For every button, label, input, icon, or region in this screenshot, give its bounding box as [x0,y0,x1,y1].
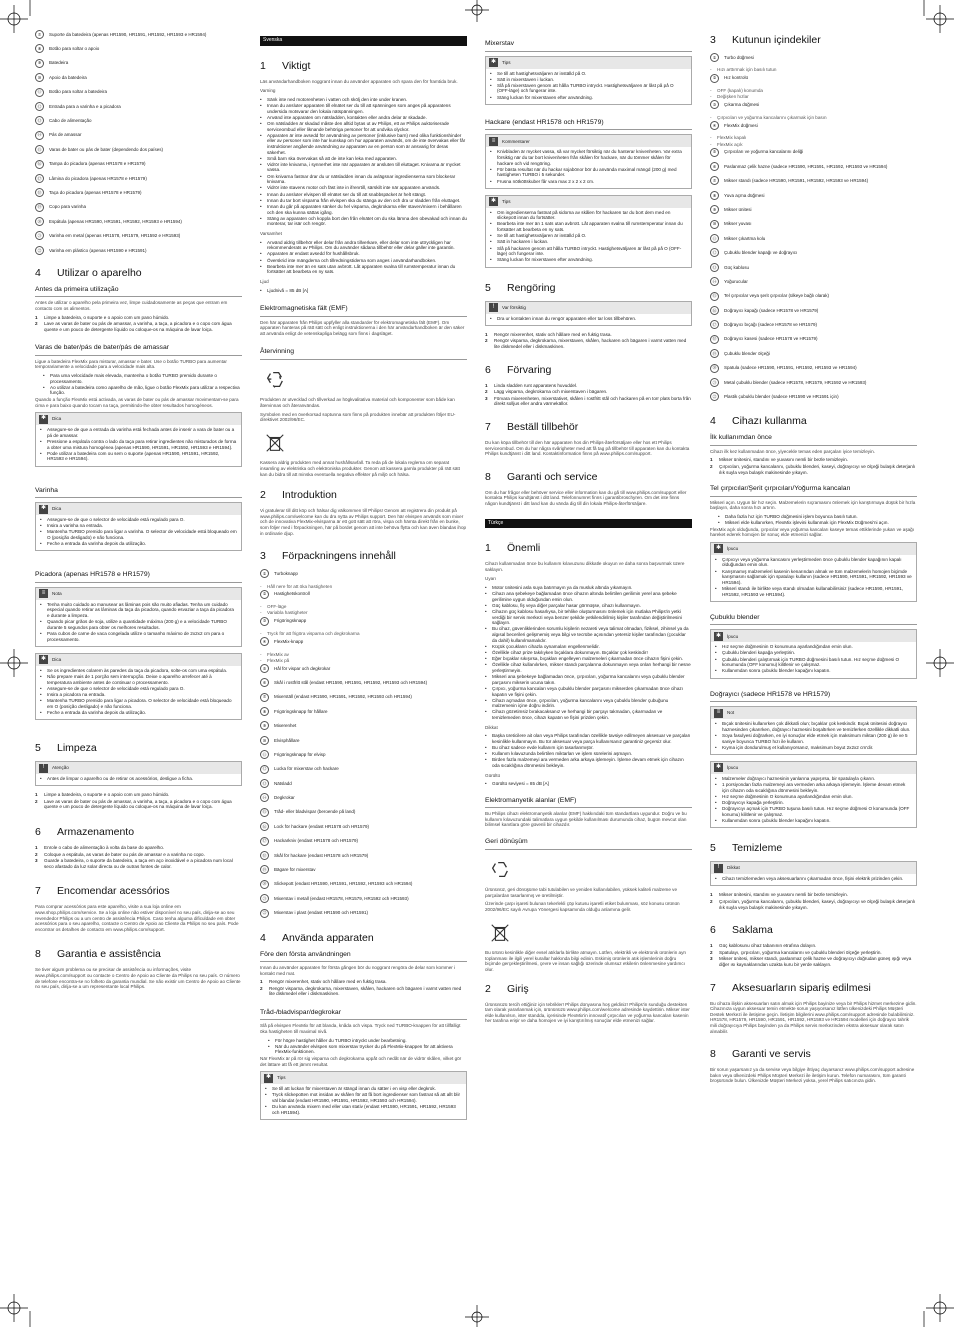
sub-bullet: - Variabla hastigheter [260,610,308,616]
numbered-part: ⑪ Frigöringsknapp för elvisp [260,750,467,759]
tip-box: ✱ Tips • Se till att hastighetsväljaren är inställd på O. • Sätt in mixerstaven i luckan. • Slå på mixerstaven genom att hålla TURBO intryckt. Hastighetsväljaren är låst på på O (OFF-läge) och fungerar inte. • Stäng luckan för mixerstaven efter användning. [485,56,692,105]
numbered-part: ⑬ Güç kablosu [710,263,917,272]
numbered-part: ⑩ Elvisphållare [260,736,467,745]
numbered-part: ⑥ Paslanmaz çelik hazne (sadece HR1590, HR1591, HR1592, HR1593 ve HR1594) [710,162,917,171]
bullet: • Doğrayıcıyı kapağa yerleştirin. [715,800,912,806]
subsection-heading: Elektromanyetik alanlar (EMF) [485,797,692,809]
subsection-heading: Varas de bater/pás de bater/pás de amassar [35,344,242,356]
tip-box: ✱ Tips • Om ingredienserna fastnat på sidorna av skålen för hackaren tar du bort dem med en slickepott innan du fortsätter. • Bearbeta inte mer än 1 sats utan avbrott. Låt apparaten svalna till rumstemperatur innan du fortsätter att bearbeta en ny sats. • Se till att hastighetsväljaren är inställd på O. • Sätt in hackaren i luckan. • Slå på hackaren genom att hålla TURBO intryckt. Hastighetsväljaren är låst på på O (OFF-läge) och fungerar inte. • Stäng luckan för mixerstaven efter användning. [485,195,692,268]
bullet: • Küçük çocukların cihazla oynamaları engellenmelidir. [485,644,692,650]
number-circle: ⑰ [260,837,269,846]
number-circle: ② [710,74,719,83]
bullet: • Innan du ansluter elvispen till elnätet ser du till att snabbspäcket är helt stängt. [260,192,467,198]
number-circle: ⑦ [710,176,719,185]
section-heading: 2 Introduktion [260,489,337,502]
bullet: • Vidrör inte knivarna, i synnerhet inte när apparaten är ansluten till eluttaget. Knivarna är mycket vassa. [260,162,467,173]
tip-box: ✱ Dica • Assegure-se de que a entrada da varinha está fechada antes de inserir a vara de bater ou a pá de amassar. • Pressione a espátula contra o lado da taça para retirar ingredientes não misturados de forma a obter uma mistura homogénea (apenas HR1590, HR1591, HR1592, HR1593 e HR1594). • Pode utilizar a batedeira com ou sem o suporte (apenas HR1590, HR1591, HR1592, HR1593 e HR1594). [35,412,242,466]
numbered-part: ⑮ Varas de bater ou pás de bater (dependendo dos países) [35,145,242,154]
sub-bullet: - Hızı arttırmak için basılı tutun [710,67,777,73]
number-circle: ⑱ [710,335,719,344]
tip-icon: ✱ [489,197,498,206]
numbered-part: ② Hastighetskontroll [260,590,467,599]
bullet: • Apparaten är endast avsedd för hushållsbruk. [260,251,467,257]
numbered-part: ⑫ Lucka för mixerstav och hackare [260,765,467,774]
bullet: • Innan du går på apparaten sänker du hel visparna, degkrokarna eller staven/mixern i behållaren och den ska kunna sättas igång. [260,204,467,215]
recycle-icon [264,369,286,391]
number-circle: ⑭ [710,277,719,286]
bullet: • Cihazı gözetimsiz bırakacaksanız ve herhangi bir parçayı takmadan, çıkarmadan ve temizlemeden önce, cihazı kapatın ve fişini prizden çekin. [485,709,692,720]
numbered-part: ㉒ Plastik çubuklu blender (sadece HR1590 ve HR1591 için) [710,392,917,401]
bullet: • Soya fasulyesi doğrarken, en iyi sonuçlar elde etmek için maksimum miktarı (200 g) ile ve 5 saniye boyunca TURBO hızı ile kullanın. [715,733,912,744]
bullet: • Överskrid inte mängderna och tillredningstiderna som anges i användarhandboken. [260,258,467,264]
number-circle: ⑱ [260,851,269,860]
bullet: • Om knivarna fastnar drar du ur nätsladden innan du avlägsnar ingredienserna som blockerar knivarna. [260,174,467,185]
column-swedish: Svenska 1 Viktigt Läs användarhandboken noggrant innan du använder apparaten och spara den för framtida bruk. Varning • Sänk inte ned motorenheten i vatten och skölj den inte under kranen. • Innan du ansluter apparaten till elnätet ser du till att spänningen som anges på apparatens undersida motsvarar den lokala nätspänningen. • Använd inte apparaten om nätsladden, kontakten eller andra delar är skadade. • Om nätsladden är skadad måste den alltid bytas ut av Philips, ett av Philips auktoriserade serviceombud eller liknande behöriga personer för att undvika olyckor. • Apparaten är inte avsedd för användning av personer (inklusive barn) med olika funktionshinder eller av personer som inte har kunskap om hur apparaten används, om de inte övervakas eller får instruktioner angående användning av apparaten av en person som är ansvarig för deras säkerhet. • Små barn ska övervakas så att de inte kan leka med apparaten. • Vidrör inte knivarna, i synnerhet inte när apparaten är ansluten till eluttaget. Knivarna är mycket vassa. • Om knivarna fastnar drar du ur nätsladden innan du avlägsnar ingredienserna som blockerar knivarna. • Vidrör inte stavens motor och fäst inte in ifrenrtill, särskilt inte när apparaten används. • Innan du ansluter elvispen till elnätet ser du till att snabbspäcket är helt stängt. • Innan du tar bort visparna från elvispen ska du stänga av den och dra ur sladden från eluttaget. • Innan du går på apparaten sänker du hel visparna, degkrokarna eller staven/mixern i behållaren och den ska kunna sättas igång. • Stäng av apparaten och koppla bort den från elnätet om du ska lämna den obevakad och innan du monterar, tar isär och rengör. Varsamhet • Använd aldrig tillbehör eller delar från andra tillverkare, eller delar som inte uttryckligen har rekommenderats av Philips. Om du använder sådana tillbehör eller delar gäller inte garantin. • Apparaten är endast avsedd för hushållsbruk. • Överskrid inte mängderna och tillredningstiderna som anges i användarhandboken. • Bearbeta inte mer än en sats utan avbrott. Låt apparaten svalna till rumstemperatur innan du fortsätter att bearbeta en ny sats. Ljud • Ljudnivå = 85 dB [A] Elektromagnetiska fält (EMF) Den här apparaten från Philips uppfyller alla standarder för elektromagnetiska fält (EMF). Om apparaten hanteras på rätt sätt och enligt instruktionerna i den här användarhandboken är den säker att använda enligt de vetenskapliga belägg som finns i dagsläget. Återvinning Produkten är utvecklad och tillverkad av högkvalitativa material och komponenter som både kan återvinnas och återanvändas. Symbolen med en överkorsad soptunna som finns på produkten innebär att produkten följer EU-direktivet 2002/96/EC. Kassera aldrig produkten med annat hushållsavfall. Ta reda på de lokala reglerna om separat insamling av elektriska och elektroniska produkter. Genom att kassera gamla produkter på rätt sätt kan du bidra till att minska eventuella negativa effekter på miljö och hälsa. 2 Introduktion Vi gratulerar till ditt köp och hälsar dig välkommen till Philips! Genom att registrera din produkt på www.philips.com/welcome kan du dra nytta av Philips support. Den här elvispen används som mixer och de innovativa FlexMix-elvisparna är ett gott sätt att röra, vispa och hämta direkt från en bunke, som följer med i förpackningen, här på bordet genom att inte behöva flytta och kan även blandas ihop in ordinarie djup. 3 Förpackningens innehåll ① Turboknapp - Håll nere för att öka hastigheten ② Hastighetskontroll - OFF-läge - Variabla hastigheter ③ Frigöringsknapp - Tryck för att frigöra visparna och degkrokarna ④ FlexMix-knapp - FlexMix av - FlexMix på ⑤ Hål för vispar och degkrokar ⑥ Skål i rostfritt stål (endast HR1590, HR1591, HR1592, HR1593 och HR1594) ⑦ Mixerställ (endast HR1590, HR1591, HR1592, HR1593 och HR1594) ⑧ Frigöringsknapp för hållare ⑨ Mixerenhet ⑩ Elvisphållare ⑪ Frigöringsknapp för elvisp ⑫ Lucka för mixerstav och hackare ⑬ Nätsladd ⑭ Degkrokar ⑮ Tråd- eller bladvispar (beroende på land) ⑯ Lock för hackare (endast HR1578 och HR1579) ⑰ Hackarkniv (endast HR1578 och HR1579) ⑱ Skål för hackare (endast HR1578 och HR1579) ⑲ Bägare för mixerstav ⑳ Slickepott (endast HR1590, HR1591, HR1592, HR1593 och HR1594) ㉑ Mixerstav i metall (endast HR1578, HR1579, HR1592 och HR1593) ㉒ Mixerstav i plast (endast HR1590 och HR1591) 4 Använda apparaten Före den första användningen Innan du använder apparaten för första gången bör du noggrant rengöra de delar som kommer i kontakt med mat. 1 Rengör mixerenhet, stativ och hållare med en fuktig trasa. 2 Rengör visparna, degkrokarna, mixerstaven, skålen, hackaren och bägaren i varmt vatten med lite diskmedel eller i diskmaskinen. Tråd-/bladvispar/degkrokar Slå på elvispen FlexMix för att blanda, knåda och vispa. Tryck ned TURBO-knappen för att tillfälligt öka hastigheten till maximal nivå. • För högre hastighet håller du TURBO intryckt under bearbetning. • När du använder elvispen som mixerstav trycker du på FlexMix-knappen för att aktivera FlexMix-funktionen. När FlexMix är på rör sig visparna och degkrokarna uppåt och nedåt när de vidrör skålen, vilket gör det lättare att få ett jämnt resultat. ✱ Tips • Se till att luckan för mixerstaven är stängd innan du sätter i en visp eller degkrok. • Tryck slickepotten mot insidan av skålen för att få bort ingredienser som fastnat så att allt blir väl blandat (endast HR1590, HR1591, HR1592, HR1593 och HR1594). • Du kan använda mixern med eller utan stativ (endast HR1590, HR1591, HR1592, HR1593 och HR1594). [260,30,467,1126]
numbered-part: ⑫ Entrada para a varinha e a picadora [35,102,242,111]
number-circle: ⑨ [260,721,269,730]
note-icon: ≡ [489,137,498,146]
section-heading: 5 Temizleme [710,842,783,855]
bullet: • Du kan använda mixern med eller utan stativ (endast HR1590, HR1591, HR1592, HR1593 och HR1594). [265,1104,462,1115]
sub-bullet: - OFF-läge [260,604,287,610]
number-circle: ⑨ [710,205,719,214]
column-turkish: 3 Kutunun içindekiler ① Turbo düğmesi - Hızı arttırmak için basılı tutun ② Hız kontrolü - OFF (kapalı) konumda - Değişken hızlar ③ Çıkarma düğmesi - Çırpıcıları ve yoğurma kancalarını çıkarmak için basın ④ FlexMix düğmesi - FlexMix kapalı - FlexMix açık ⑤ Çırpıcıları ve yoğurma kancalarını deliği ⑥ Paslanmaz çelik hazne (sadece HR1590, HR1591, HR1592, HR1593 ve HR1594) ⑦ Mikser standı (sadece HR1590, HR1591, HR1592, HR1593 ve HR1594) ⑧ Yuva açma düğmesi ⑨ Mikser ünitesi ⑩ Mikser yuvası ⑪ Mikser çıkartma kolu ⑫ Çubuklu blender kapağı ve doğrayıcı ⑬ Güç kablosu ⑭ Yoğurucular ⑮ Tel çırpıcılar veya şerit çırpıcılar (ülkeye bağlı olarak) ⑯ Doğrayıcı kapağı (sadece HR1578 ve HR1579) ⑰ Doğrayıcı bıçağı (sadece HR1578 ve HR1579) ⑱ Doğrayıcı kasesi (sadece HR1578 ve HR1579) ⑲ Çubuklu blender ölçeği ⑳ Spatula (sadece HR1590, HR1591, HR1592, HR1593 ve HR1594) ㉑ Metal çubuklu blender (sadece HR1578, HR1579, HR1592 ve HR1593) ㉒ Plastik çubuklu blender (sadece HR1590 ve HR1591 için) 4 Cihazı kullanma İlk kullanımdan önce Cihazı ilk kez kullanmadan önce, yiyecekle temas eden parçaları iyice temizleyin. 1 Mikser ünitesini, standını ve yuvasını nemli bir bezle temizleyin. 2 Çırpıcıları, yoğurma kancalarını, çubuklu blenderi, kaseyi, doğrayıcıyı ve ölçeği bulaşık deterjanlı ılık suyla veya bulaşık makinesinde yıkayın. Tel çırpıcılar/Şerit çırpıcıları/Yoğurma kancaları Mikseri açın. Uygun bir hız seçin. Malzemelerin sıçramasını önlemek için karıştırmaya düşük bir hızla başlayın, daha sonra hızı artırın. • Daha fazla hız için TURBO düğmesini işlem boyunca basılı tutun. • Mikseri elde kullanırken, FlexMix işlevini kullanmak için FlexMix Düğmesi'ni açın. FlexMix açık olduğunda, çırpıcılar veya yoğurma kancaları kaseye temas ettiklerinde yukarı ve aşağı hareket ederek homojen bir sonuç elde etmenizi sağlar. ✱ İpucu • Çırpıcıyı veya yoğurma kancasını yerleştirmeden önce çubuklu blender kapağının kapalı olduğundan emin olun. • Karışmamış malzemeleri kasenin kenarından almak ve tüm malzemelerin homojen biçimde karışmasını sağlamak için spatulayı kullanın (sadece HR1590, HR1591, HR1592, HR1593 ve HR1594). • Mikseri standı ile birlikte veya standı olmadan kullanabilirsiniz (sadece HR1590, HR1591, HR1592, HR1593 ve HR1594). Çubuklu blender ✱ İpucu • Hız seçme düğmesinin O konumuna ayarlandığından emin olun. • Çubuklu blenderi kapağa yerleştirin. • Çubuklu blenderi çalıştırmak için TURBO düğmesini basılı tutun. Hız seçme düğmesi O konumunda (OFF konumu) kilitlenir ve çalışmaz. • Kullanımdan sonra çubuklu blender kapağını kapatın. Doğrayıcı (sadece HR1578 ve HR1579) ≡ Not • Bıçak ünitesini kullanırken çok dikkatli olun; bıçaklar çok keskindir. Bıçak ünitesini doğrayıcı haznesinden çıkarırken, doğrayıcı haznesini boşaltırken ve temizlerken özellikle dikkatli olun. • Soya fasulyesi doğrarken, en iyi sonuçlar elde etmek için maksimum miktarı (200 g) ile ve 5 saniye boyunca TURBO hızı ile kullanın. • Kıyma için dondurulmuş et kullanıyorsanız, maksimum boyut 2x2x2 cm'dir. ✱ İpucu • Malzemeler doğrayıcı haznesinin yanlarına yapışırsa, bir spatulayla çıkarın. • 1 porsiyondan fazla malzemeyi ara vermeden arka arkaya işlemeyin. İşleme devam etmek için cihazın oda sıcaklığına dönmesini bekleyin. • Hız seçme düğmesinin O konumuna ayarlandığından emin olun. • Doğrayıcıyı kapağa yerleştirin. • Doğrayıcıyı açmak için TURBO tuşuna basılı tutun. Hız seçme düğmesi O konumunda (OFF konumu) kilitlenir ve çalışmaz. • Kullanımdan sonra çubuklu blender kapağını kapatın. 5 Temizleme ! Dikkat • Cihazı temizlemeden veya aksesuarlarını çıkarmadan önce, fişini elektrik prizinden çekin. 1 Mikser ünitesini, standını ve yuvasını nemli bir bezle temizleyin. 2 Çırpıcıları, yoğurma kancalarını, çubuklu blenderi, kaseyi, doğrayıcıyı ve ölçeği bulaşık deterjanlı ılık suyla veya bulaşık makinesinde yıkayın. 6 Saklama 1 Güç kablosunu cihaz tabanının etrafına dolayın. 2 Spatulayı, çırpıcıları, yoğurma kancalarını ve çubuklu blenderi ölçeğe yerleştirin. 3 Mikser ünitesi, mikser standı, paslanmaz çelik hazne ve doğrayıcıyı doğrudan güneş ışığı veya diğer ısı kaynaklarından uzakta kuru bir yerde saklayın. 7 Aksesuarların sipariş edilmesi Bu cihaza ilişkin aksesuarları satın almak için Philips bayinize veya bir Philips hizmet merkezine gidin. Cihazınıza uygun aksesuar temin etmekte sorun yaşıyorsanız lütfen ülkenizdeki Philips Müşteri Destek Merkezi ile iletişime geçin. İletişim bilgilerini www.philips.com/support adresinde bulabilirsiniz. HR1578, HR1579, HR1590, HR1591, HR1592, HR1593 ve HR1594 modelleri için doğrayıcı tahrik mili doğrayıcıya Philips bayinden ya da Philips servis merkezinden ekstra aksesuar olarak satın alınabilir. 8 Garanti ve servis Bir sorun yaşarsanız ya da servise veya bilgiye ihtiyaç duyarsanız www.philips.com/support adresine bakın veya ülkenizdeki Philips Müşteri Merkezi ile iletişim kurun. Telefon numarasını, tüm garanti broşüründe bulun. Ülkenizde Müşteri Merkezi yoksa, yerel Philips satıcınıza gidin. [710,30,917,1087]
numbered-part: ⑯ Tampa do picadora (apenas HR1578 e HR1579) [35,160,242,169]
bullet: • Birden fazla malzemeyi ara vermeden arka arkaya işlemeyin. İşleme devam etmek için cihazın oda sıcaklığına dönmesini bekleyin. [485,757,692,768]
tip-icon: ✱ [39,415,48,424]
number-circle: ⑪ [35,88,44,97]
subsection-heading: Geri dönüşüm [485,838,692,850]
number-circle: ⑪ [710,234,719,243]
tip-icon: ✱ [39,505,48,514]
section-heading: 6 Armazenamento [35,826,135,839]
numbered-part: ⑦ Mikser standı (sadece HR1590, HR1591, HR1592, HR1593 ve HR1594) [710,176,917,185]
numbered-part: ⑱ Taça do picadora (apenas HR1578 e HR1579) [35,188,242,197]
bullet: • Bu cihaz, güvenliklerinden sorumlu kişilerin nezareti veya talimat olmadan, fiziksel, zihinsel ya da algısal becerileri gelişmemiş veya bilgi ve tecrübe açısından yetersiz kişiler tarafından (çocuklar da dahil) kullanılmamalıdır. [485,626,692,643]
sub-bullet: - Değişken hızlar [710,94,749,100]
number-circle: ① [710,53,719,62]
bullet: • Karışmamış malzemeleri kasenin kenarından almak ve tüm malzemelerin homojen biçimde karışmasını sağlamak için spatulayı kullanın (sadece HR1590, HR1591, HR1592, HR1593 ve HR1594). [715,569,912,586]
subsection-heading: İlk kullanımdan önce [710,434,917,446]
number-circle: ㉑ [710,378,719,387]
section-heading: 8 Garantia e assistência [35,948,161,961]
warning-icon: ! [714,864,723,873]
sub-bullet: - Tryck för att frigöra visparna och degkrokarna [260,630,360,636]
numbered-part: ⑪ Mikser çıkartma kolu [710,234,917,243]
crossed-bin-icon [489,922,511,944]
number-circle: ⑯ [260,822,269,831]
numbered-part: ㉑ Metal çubuklu blender (sadece HR1578, HR1579, HR1592 ve HR1593) [710,378,917,387]
section-heading: 7 Beställ tillbehör [485,420,579,433]
number-circle: ⑧ [710,191,719,200]
number-circle: ③ [710,100,719,109]
section-heading: 8 Garanti ve servis [710,1048,811,1061]
numbered-part: ⑳ Spatula (sadece HR1590, HR1591, HR1592, HR1593 ve HR1594) [710,364,917,373]
number-circle: ⑩ [260,736,269,745]
numbered-part: ⑲ Çubuklu blender ölçeği [710,349,917,358]
tip-icon: ✱ [714,544,723,553]
section-heading: 1 Viktigt [260,59,311,72]
numbered-part: ④ FlexMix düğmesi [710,121,917,130]
number-circle: ⑤ [710,148,719,157]
bullet: • Hız seçme düğmesinin O konumuna ayarlandığından emin olun. [715,644,912,650]
bullet: • Başka üreticilere ait olan veya Philips tarafından özellikle tavsiye edilmeyen aksesuar ve parçaları kesinlikle kullanmayın. Bu tür aksesuar veya parça kullanırsanız garantiniz geçersiz olur. [485,733,692,744]
numbered-part: ㉑ Varinha em metal (apenas HR1578, HR1579, HR1592 e HR1593) [35,231,242,240]
number-circle: ⑭ [260,793,269,802]
numbered-part: ⑤ Çırpıcıları ve yoğurma kancalarını deliği [710,148,917,157]
numbered-part: ⑮ Tel çırpıcılar veya şerit çırpıcılar (ülkeye bağlı olarak) [710,292,917,301]
bullet: • Güç kablosu, fiş veya diğer parçalar hasar görmüşse, cihazı kullanmayın. [485,603,692,609]
number-circle: ⑬ [35,116,44,125]
numbered-part: ⑪ Botão para soltar a batedeira [35,88,242,97]
bullet: • För bästa resultat när du hackar sojabönor bör du använda maximal mängd (200 g) med hastigheten TURBO i 5 sekunder. [490,167,687,178]
crossed-bin-icon [264,432,286,454]
number-circle: ③ [260,617,269,626]
number-circle: ⑦ [260,693,269,702]
number-circle: ⑩ [710,220,719,229]
numbered-part: ⑯ Lock för hackare (endast HR1578 och HR1579) [260,822,467,831]
number-circle: ㉑ [35,231,44,240]
bullet: • Çubuklu blenderi kapağa yerleştirin. [715,650,912,656]
numbered-part: ⑩ Mikser yuvası [710,220,917,229]
numbered-part: ⑰ Hackarkniv (endast HR1578 och HR1579) [260,837,467,846]
tip-box: ✱ İpucu • Hız seçme düğmesinin O konumuna ayarlandığından emin olun. • Çubuklu blenderi kapağa yerleştirin. • Çubuklu blenderi çalıştırmak için TURBO düğmesini basılı tutun. Hız seçme düğmesi O konumunda (OFF konumu) kilitlenir ve çalışmaz. • Kullanımdan sonra çubuklu blender kapağını kapatın. [710,629,917,678]
number-circle: ㉒ [35,246,44,255]
bullet: • Cihazın güç kablosu hasarlıysa, bir tehlike oluşturmasını önlemek için mutlaka Philips'in yetki verdiği bir servis merkezi veya benzer şekilde yetkilendirilmiş kişiler tarafından değiştirilmesini sağlayın. [485,609,692,626]
bullet: • Eğer bıçaklar sıkışırsa, bıçakları engelleyen malzemeleri çıkarmadan önce cihazın fişini çekin. [485,656,692,662]
subsection-heading: Elektromagnetiska fält (EMF) [260,305,467,317]
bullet: • Sätt in mixerstaven i luckan. [490,77,687,83]
note-box: ≡ Nota • Tenha muito cuidado ao manusear as lâminas pois são muito afiadas. Tenha um cuidado especial quando retirar as lâminas da taça da picadora, quando esvaziar a taça da picadora e durante a limpeza. • Quando picar grãos de soja, utilize a quantidade máxima (200 g) e a velocidade TURBO durante 5 segundos para obter os melhores resultados. • Para cubos de carne de vaca congelada utilize o tamanho máximo de 2x2x2 cm para o processamento. [35,587,242,647]
tip-icon: ✱ [489,58,498,67]
numbered-part: ⑱ Skål för hackare (endast HR1578 och HR1579) [260,851,467,860]
section-heading: 7 Encomendar acessórios [35,885,170,898]
number-circle: ⑯ [35,160,44,169]
recycle-icon [489,859,511,881]
note-icon: ≡ [39,589,48,598]
number-circle: ⑲ [710,349,719,358]
bullet: • Om nätsladden är skadad måste den alltid bytas ut av Philips, ett av Philips auktoriserade serviceombud eller liknande behöriga personer för att undvika olyckor. [260,121,467,132]
numbered-part: ⑫ Çubuklu blender kapağı ve doğrayıcı [710,248,917,257]
tip-icon: ✱ [264,1074,273,1083]
bullet: • Kıyma için dondurulmuş et kullanıyorsanız, maksimum boyut 2x2x2 cm'dir. [715,745,912,751]
bullet: • Slå på hackaren genom att hålla TURBO intryckt. Hastighetsväljaren är låst på på O (OFF-läge) och fungerar inte. [490,246,687,257]
section-heading: 1 Önemli [485,542,541,555]
note-box: ≡ Not • Bıçak ünitesini kullanırken çok dikkatli olun; bıçaklar çok keskindir. Bıçak ünitesini doğrayıcı haznesinden çıkarırken, doğrayıcı haznesini boşaltırken ve temizlerken özellikle dikkatli olun. • Soya fasulyesi doğrarken, en iyi sonuçlar elde etmek için maksimum miktarı (200 g) ile ve 5 saniye boyunca TURBO hızı ile kullanın. • Kıyma için dondurulmuş et kullanıyorsanız, maksimum boyut 2x2x2 cm'dir. [710,706,917,755]
bullet: • Se till att luckan för mixerstaven är stängd innan du sätter i en visp eller degkrok. [265,1086,462,1092]
bullet: • Kullanım kılavuzunda belirtilen miktarları ve işlem sürelerini aşmayın. [485,751,692,757]
numbered-part: ㉒ Mixerstav i plast (endast HR1590 och HR1591) [260,909,467,918]
bullet: • Innan du ansluter apparaten till elnätet ser du till att spänningen som anges på apparatens undersida motsvarar den lokala nätspänningen. [260,103,467,114]
bullet: • Para uma velocidade mais elevada, mantenha o botão TURBO premido durante o processamento. [43,373,242,384]
bullet: • Özellikle cihaz kullanılırken, mikser standı parçalarına dokunmayın veya onları herhangi bir nesne yerleştirmeyin. [485,662,692,673]
bullet: • Vidrör inte stavens motor och fäst inte in ifrenrtill, särskilt inte när apparaten används. [260,185,467,191]
column-portuguese: ⑦ Suporte da batedeira (apenas HR1590, HR1591, HR1592, HR1593 e HR1594) ⑧ Botão para soltar o apoio ⑨ Batedeira ⑩ Apoio da batedeira ⑪ Botão para soltar a batedeira ⑫ Entrada para a varinha e a picadora ⑬ Cabo de alimentação ⑭ Pás de amassar ⑮ Varas de bater ou pás de bater (dependendo dos países) ⑯ Tampa do picadora (apenas HR1578 e HR1579) ⑰ Lâmina do picadora (apenas HR1578 e HR1579) ⑱ Taça do picadora (apenas HR1578 e HR1579) ⑲ Copo para varinha ⑳ Espátula (apenas HR1590, HR1591, HR1592, HR1593 e HR1594) ㉑ Varinha em metal (apenas HR1578, HR1579, HR1592 e HR1593) ㉒ Varinha em plástico (apenas HR1590 e HR1591) 4 Utilizar o aparelho Antes da primeira utilização Antes de utilizar o aparelho pela primeira vez, limpe cuidadosamente as peças que entram em contacto com os alimentos. 1 Limpe a batedeira, o suporte e o apoio com um pano húmido. 2 Lave as varas de bater ou pás de amassar, a varinha, a taça, a picadora e o copo com água quente e um pouco de detergente líquido ou coloque-os na máquina de lavar loiça. Varas de bater/pás de bater/pás de amassar Ligue a batedeira FlexMix para misturar, amassar e bater. Use o botão TURBO para aumentar temporariamente a velocidade para a velocidade mais alta. • Para uma velocidade mais elevada, mantenha o botão TURBO premido durante o processamento. • Ao utilizar a batedeira como aparelho de mão, ligue o botão FlexMix para utilizar a respectiva função. Quando a função FlexMix está activada, as varas de bater ou pás de amassar movimentam-se para cima e para baixo quando tocam na taça, permitindo-lhe obter resultados homogéneos. ✱ Dica • Assegure-se de que a entrada da varinha está fechada antes de inserir a vara de bater ou a pá de amassar. • Pressione a espátula contra o lado da taça para retirar ingredientes não misturados de forma a obter uma mistura homogénea (apenas HR1590, HR1591, HR1592, HR1593 e HR1594). • Pode utilizar a batedeira com ou sem o suporte (apenas HR1590, HR1591, HR1592, HR1593 e HR1594). Varinha ✱ Dica • Assegure-se de que o selector de velocidade está regulado para O. • Insira a varinha na entrada. • Mantenha TURBO premido para ligar a varinha. O selector de velocidade está bloqueado em O (posição desligado) e não funciona. • Feche a entrada da varinha depois da utilização. Picadora (apenas HR1578 e HR1579) ≡ Nota • Tenha muito cuidado ao manusear as lâminas pois são muito afiadas. Tenha um cuidado especial quando retirar as lâminas da taça da picadora, quando esvaziar a taça da picadora e durante a limpeza. • Quando picar grãos de soja, utilize a quantidade máxima (200 g) e a velocidade TURBO durante 5 segundos para obter os melhores resultados. • Para cubos de carne de vaca congelada utilize o tamanho máximo de 2x2x2 cm para o processamento. ✱ Dica • Se os ingredientes colarem às paredes da taça da picadora, solte-os com uma espátula. • Não prepare mais de 1 porção sem interrupção. Deixe o aparelho arrefecer até à temperatura ambiente antes de continuar o processamento. • Assegure-se de que o selector de velocidade está regulado para O. • Insira a picadora na entrada. • Mantenha TURBO premido para ligar a picadora. O selector de velocidade está bloqueado em O (posição desligado) e não funciona. • Feche a entrada da varinha depois da utilização. 5 Limpeza ! Atenção • Antes de limpar o aparelho ou de retirar os acessórios, desligue a ficha. 1 Limpe a batedeira, o suporte e o apoio com um pano húmido. 2 Lave as varas de bater ou pás de amassar, a varinha, a taça, a picadora e o copo com água quente e um pouco de detergente líquido ou coloque-os na máquina de lavar loiça. 6 Armazenamento 1 Enrole o cabo de alimentação à volta da base do aparelho. 2 Coloque a espátula, as varas de bater ou pás de amassar e a varinha no copo. 3 Guarde a batedeira, o suporte da batedeira, a taça em aço inoxidável e a picadora num local seco afastado da luz solar directa ou de outras fontes de calor. 7 Encomendar acessórios Para comprar acessórios para este aparelho, visite a sua loja online em www.shop.philips.com/service. Se a loja online não estiver disponível no seu país, dirija-se ao seu revendedor Philips ou a um centro de assistência Philips. Caso tenha alguma dificuldade em obter acessórios para o seu aparelho, contacte o Centro de Apoio ao Cliente da Philips no seu país. Pode encontrar os detalhes de contacto em www.philips.com/support. 8 Garantia e assistência Se tiver algum problema ou se precisar de assistência ou informações, visite www.philips.com/support ou contacte o Centro de Apoio ao Cliente da Philips no seu país. O número de telefone encontra-se no folheto da garantia mundial. Se não existir um Centro de Apoio ao Cliente no seu país, dirija-se a um representante local Philips. [35,30,242,993]
numbered-part: ㉒ Varinha em plástico (apenas HR1590 e HR1591) [35,246,242,255]
number-circle: ④ [260,637,269,646]
numbered-part: ⑰ Lâmina do picadora (apenas HR1578 e HR1579) [35,174,242,183]
numbered-part: ㉑ Mixerstav i metall (endast HR1578, HR1579, HR1592 och HR1593) [260,894,467,903]
numbered-part: ⑦ Mixerställ (endast HR1590, HR1591, HR1592, HR1593 och HR1594) [260,693,467,702]
number-circle: ⑳ [710,364,719,373]
bullet: • Mikseri ana şebekeye bağlamadan önce, çırpıcıları, yoğurma kancalarını veya çubuklu blender parçasını mikserin ucuna takın. [485,674,692,685]
section-heading: 5 Rengöring [485,281,556,294]
bullet: • Slå på mixerstaven genom att hålla TURBO intryckt. Hastighetsväljaren är låst på på O (OFF-läge) och fungerar inte. [490,83,687,94]
numbered-part: ⑨ Batedeira [35,59,242,68]
numbered-part: ① Turboknapp [260,569,467,578]
subsection-heading: Tråd-/bladvispar/degkrokar [260,1009,467,1021]
warning-icon: ! [39,764,48,773]
numbered-part: ① Turbo düğmesi [710,53,917,62]
section-heading: 4 Använda apparaten [260,931,374,944]
bullet: • Sätt in hackaren i luckan. [490,239,687,245]
numbered-part: ④ FlexMix-knapp [260,637,467,646]
bullet: • Tryck slickepotten mot insidan av skålen för att få bort ingredienser som fastnat så att allt blir väl blandat (endast HR1590, HR1591, HR1592, HR1593 och HR1594). [265,1092,462,1103]
bullet: • Om ingredienserna fastnat på sidorna av skålen för hackaren tar du bort dem med en slickepott innan du fortsätter. [490,210,687,221]
number-circle: ⑮ [35,145,44,154]
bullet: • Cihazı açmadan önce, çırpıcıları, yoğurma kancalarını veya çubuklu blender çubuğunu malzemenin içine doğru indirin. [485,698,692,709]
section-heading: 3 Kutunun içindekiler [710,34,821,46]
warning-icon: ! [489,303,498,312]
number-circle: ⑪ [260,750,269,759]
tip-icon: ✱ [39,655,48,664]
subsection-heading: Antes da primeira utilização [35,286,242,298]
numbered-part: ⑩ Apoio da batedeira [35,73,242,82]
bullet: • Frusna nötköttskuber får vara max 2 x 2 x 2 cm. [490,179,687,185]
number-circle: ㉒ [710,392,719,401]
numbered-part: ② Hız kontrolü [710,74,917,83]
number-circle: ⑨ [35,59,44,68]
number-circle: ⑯ [710,306,719,315]
bullet: • Çubuklu blenderi çalıştırmak için TURBO düğmesini basılı tutun. Hız seçme düğmesi O konumunda (OFF konumu) kilitlenir ve çalışmaz. [715,657,912,668]
bullet: • Cihazı ana şebekeye bağlamadan önce cihazın altında belirtilen gerilimin yerel ana şebeke gerilimine uygun olduğundan emin olun. [485,591,692,602]
section-heading: 7 Aksesuarların sipariş edilmesi [710,981,871,994]
bullet: • Mikseri standı ile birlikte veya standı olmadan kullanabilirsiniz (sadece HR1590, HR1591, HR1592, HR1593 ve HR1594). [715,586,912,597]
number-circle: ⑧ [35,44,44,53]
sub-bullet: - FlexMix på [260,657,290,663]
section-heading: 4 Cihazı kullanma [710,415,807,428]
number-circle: ⑲ [35,203,44,212]
number-circle: ⑬ [260,779,269,788]
section-heading: 2 Giriş [485,982,529,995]
tip-box: ✱ İpucu • Malzemeler doğrayıcı haznesinin yanlarına yapışırsa, bir spatulayla çıkarın. • 1 porsiyondan fazla malzemeyi ara vermeden arka arkaya işlemeyin. İşleme devam etmek için cihazın oda sıcaklığına dönmesini bekleyin. • Hız seçme düğmesinin O konumuna ayarlandığından emin olun. • Doğrayıcıyı kapağa yerleştirin. • Doğrayıcıyı açmak için TURBO tuşuna basılı tutun. Hız seçme düğmesi O konumunda (OFF konumu) kilitlenir ve çalışmaz. • Kullanımdan sonra çubuklu blender kapağını kapatın. [710,761,917,828]
subsection-heading: Picadora (apenas HR1578 e HR1579) [35,571,242,583]
bullet: • Doğrayıcıyı açmak için TURBO tuşuna basılı tutun. Hız seçme düğmesi O konumunda (OFF konumu) kilitlenir ve çalışmaz. [715,806,912,817]
numbered-part: ⑧ Botão para soltar o apoio [35,44,242,53]
sub-bullet: - Çırpıcıları ve yoğurma kancalarını çıkarmak için basın [710,114,827,120]
section-heading: 6 Förvaring [485,363,552,376]
subsection-heading: Återvinning [260,348,467,360]
bullet: • Stäng av apparaten och koppla bort den från elnätet om du ska lämna den obevakad och innan du monterar, tar isär och rengör. [260,216,467,227]
numbered-part: ⑭ Degkrokar [260,793,467,802]
bullet: • Motor ünitesini asla suya batırmayın ya da musluk altında yıkamayın. [485,585,692,591]
tip-box: ✱ Dica • Assegure-se de que o selector de velocidade está regulado para O. • Insira a varinha na entrada. • Mantenha TURBO premido para ligar a varinha. O selector de velocidade está bloqueado em O (posição desligado) e não funciona. • Feche a entrada da varinha depois da utilização. [35,502,242,551]
number-circle: ② [260,590,269,599]
numbered-part: ⑧ Yuva açma düğmesi [710,191,917,200]
number-circle: ⑥ [710,162,719,171]
tip-icon: ✱ [714,763,723,772]
bullet: • Bu cihaz sadece evde kullanım için tasarlanmıştır. [485,745,692,751]
subsection-heading: Hackare (endast HR1578 och HR1579) [485,119,692,131]
numbered-part: ⑬ Cabo de alimentação [35,116,242,125]
bullet: • Innan du tar bort visparna från elvispen ska du stänga av den och dra ur sladden från eluttaget. [260,198,467,204]
step: 2 Lave as varas de bater ou pás de amassar, a varinha, a taça, a picadora e o copo com água quente e um pouco de detergente líquido ou coloque-os na máquina de lavar loiça. [35,321,232,332]
numbered-part: ⑨ Mixerenhet [260,721,467,730]
numbered-part: ⑤ Hål för vispar och degkrokar [260,664,467,673]
number-circle: ㉑ [260,894,269,903]
number-circle: ⑲ [260,865,269,874]
bullet: • 1 porsiyondan fazla malzemeyi ara vermeden arka arkaya işlemeyin. İşleme devam etmek için cihazın oda sıcaklığına dönmesini bekleyin. [715,782,912,793]
bullet: • Se till att hastighetsväljaren är inställd på O. [490,71,687,77]
subsection-heading: Varinha [35,487,242,499]
paragraph: Antes de utilizar o aparelho pela primeira vez, limpe cuidadosamente as peças que entram em contacto com os alimentos. [35,300,228,311]
paragraph: Ligue a batedeira FlexMix para misturar, amassar e bater. Use o botão TURBO para aumentar temporariamente a velocidade para a velocidade mais alta. [35,358,227,370]
bullet: • Sänk inte ned motorenheten i vatten och skölj den inte under kranen. [260,97,467,103]
number-circle: ⑳ [260,880,269,889]
bullet: • Bıçak ünitesini kullanırken çok dikkatli olun; bıçaklar çok keskindir. Bıçak ünitesini doğrayıcı haznesinden çıkarırken, doğrayıcı haznesini boşaltırken ve temizlerken özellikle dikkatli olun. [715,721,912,732]
bullet: • Knivbladen är mycket vassa, så var mycket försiktig när du hanterar knivenheten. Var extra försiktig när du tar bort knivenheten från skålen för hackare, när du tömmer skålen för hackare och vid rengöring. [490,149,687,166]
number-circle: ⑱ [35,188,44,197]
numbered-part: ⑲ Bägare för mixerstav [260,865,467,874]
bullet: • Apparaten är inte avsedd för användning av personer (inklusive barn) med olika funktionshinder eller av personer som inte har kunskap om hur apparaten används, om de inte övervakas eller får instruktioner angående användning av apparaten av en person som är ansvarig för deras säkerhet. [260,133,467,155]
sub-bullet: - FlexMix av [260,651,289,657]
bullet: • Använd aldrig tillbehör eller delar från andra tillverkare, eller delar som inte uttryckligen har rekommenderats av Philips. Om du använder sådana tillbehör eller delar gäller inte garantin. [260,240,467,251]
bullet: • Använd inte apparaten om nätsladden, kontakten eller andra delar är skadade. [260,115,467,121]
bullet: • Bearbeta inte mer än 1 sats utan avbrott. Låt apparaten svalna till rumstemperatur innan du fortsätter att bearbeta en ny sats. [490,221,687,232]
bullet: • Se till att hastighetsväljaren är inställd på O. [490,233,687,239]
numbered-part: ③ Frigöringsknapp [260,617,467,626]
numbered-part: ③ Çıkarma düğmesi [710,100,917,109]
bullet: • Stäng luckan för mixerstaven efter användning. [490,95,687,101]
bullet: • Ao utilizar a batedeira como aparelho de mão, ligue o botão FlexMix para utilizar a respectiva função. [43,385,242,396]
tip-box: ✱ İpucu • Çırpıcıyı veya yoğurma kancasını yerleştirmeden önce çubuklu blender kapağının kapalı olduğundan emin olun. • Karışmamış malzemeleri kasenin kenarından almak ve tüm malzemelerin homojen biçimde karışmasını sağlamak için spatulayı kullanın (sadece HR1590, HR1591, HR1592, HR1593 ve HR1594). • Mikseri standı ile birlikte veya standı olmadan kullanabilirsiniz (sadece HR1590, HR1591, HR1592, HR1593 ve HR1594). [710,542,917,602]
numbered-part: ⑭ Pás de amassar [35,131,242,140]
number-circle: ⑥ [260,678,269,687]
number-circle: ⑭ [35,131,44,140]
bullet: • Stäng luckan för mixerstaven efter användning. [490,257,687,263]
numbered-part: ⑨ Mikser ünitesi [710,205,917,214]
note-box: ≡ Kommentarer • Knivbladen är mycket vassa, så var mycket försiktig när du hanterar knivenheten. Var extra försiktig när du tar bort knivenheten från skålen för hackare, när du tömmer skålen för hackare och vid rengöring. • För bästa resultat när du hackar sojabönor bör du använda maximal mängd (200 g) med hastigheten TURBO i 5 sekunder. • Frusna nötköttskuber får vara max 2 x 2 x 2 cm. [485,134,692,188]
bullet: • Malzemeler doğrayıcı haznesinin yanlarına yapışırsa, bir spatulayla çıkarın. [715,776,912,782]
subsection-heading: Tel çırpıcılar/Şerit çırpıcıları/Yoğurma kancaları [710,485,917,497]
subsection-heading: Doğrayıcı (sadece HR1578 ve HR1579) [710,691,917,703]
sub-bullet: - FlexMix açık [710,141,743,147]
number-circle: ㉒ [260,909,269,918]
bullet: • Kullanımdan sonra çubuklu blender kapağını kapatın. [715,818,912,824]
numbered-part: ⑮ Tråd- eller bladvispar (beroende på land) [260,808,467,817]
numbered-part: ⑳ Slickepott (endast HR1590, HR1591, HR1592, HR1593 och HR1594) [260,880,467,889]
column-swedish-turkish: Mixerstav ✱ Tips • Se till att hastighetsväljaren är inställd på O. • Sätt in mixerstaven i luckan. • Slå på mixerstaven genom att hålla TURBO intryckt. Hastighetsväljaren är låst på på O (OFF-läge) och fungerar inte. • Stäng luckan för mixerstaven efter användning. Hackare (endast HR1578 och HR1579) ≡ Kommentarer • Knivbladen är mycket vassa, så var mycket försiktig när du hanterar knivenheten. Var extra försiktig när du tar bort knivenheten från skålen för hackare, när du tömmer skålen för hackare och vid rengöring. • För bästa resultat när du hackar sojabönor bör du använda maximal mängd (200 g) med hastigheten TURBO i 5 sekunder. • Frusna nötköttskuber får vara max 2 x 2 x 2 cm. ✱ Tips • Om ingredienserna fastnat på sidorna av skålen för hackaren tar du bort dem med en slickepott innan du fortsätter. • Bearbeta inte mer än 1 sats utan avbrott. Låt apparaten svalna till rumstemperatur innan du fortsätter att bearbeta en ny sats. • Se till att hastighetsväljaren är inställd på O. • Sätt in hackaren i luckan. • Slå på hackaren genom att hålla TURBO intryckt. Hastighetsväljaren är låst på på O (OFF-läge) och fungerar inte. • Stäng luckan för mixerstaven efter användning. 5 Rengöring ! Var försiktig • Dra ur kontakten innan du rengör apparaten eller tar loss tillbehören. 1 Rengör mixerenhet, stativ och hållare med en fuktig trasa. 2 Rengör visparna, degkrokarna, mixerstaven, skålen, hackaren och bägaren i varmt vatten med lite diskmedel eller i diskmaskinen. 6 Förvaring 1 Linda sladden runt apparatens huvuddel. 2 Lägg visparna, degkrokarna och mixerstaven i bägaren. 3 Förvara mixerenheten, mixerstativet, skålen i rostfritt stål och hackaren på en torr plats borta från direkt solljus eller andra värmekällor. 7 Beställ tillbehör Du kan köpa tillbehör till den här apparaten hos din Philips-återförsäljare eller hos ett Philips serviceombud. Om du har några svårigheter med att få tag på tillbehör till apparaten kan du kontakta Philips kundtjänst i ditt land. Kontaktinformation finns på www.philips.com/support. 8 Garanti och service Om du har frågor eller behöver service eller information kan du gå till www.philips.com/support eller kontakta Philips kundtjänst i ditt land. Telefonnumret finns i garantibroschyren. Om det inte finns någon kundtjänst i ditt land kan du vända dig till din lokala Philips-återförsäljare. Türkçe 1 Önemli Cihazı kullanmadan önce bu kullanım kılavuzunu dikkatle okuyun ve daha sonra başvurmak üzere saklayın. Uyarı • Motor ünitesini asla suya batırmayın ya da musluk altında yıkamayın. • Cihazı ana şebekeye bağlamadan önce cihazın altında belirtilen gerilimin yerel ana şebeke gerilimine uygun olduğundan emin olun. • Güç kablosu, fiş veya diğer parçalar hasar görmüşse, cihazı kullanmayın. • Cihazın güç kablosu hasarlıysa, bir tehlike oluşturmasını önlemek için mutlaka Philips'in yetki verdiği bir servis merkezi veya benzer şekilde yetkilendirilmiş kişiler tarafından değiştirilmesini sağlayın. • Bu cihaz, güvenliklerinden sorumlu kişilerin nezareti veya talimat olmadan, fiziksel, zihinsel ya da algısal becerileri gelişmemiş veya bilgi ve tecrübe açısından yetersiz kişiler tarafından (çocuklar da dahil) kullanılmamalıdır. • Küçük çocukların cihazla oynamaları engellenmelidir. • Özellikle cihaz prize takılıyken bıçaklara dokunmayın. Bıçaklar çok keskindir! • Eğer bıçaklar sıkışırsa, bıçakları engelleyen malzemeleri çıkarmadan önce cihazın fişini çekin. • Özellikle cihaz kullanılırken, mikser standı parçalarına dokunmayın veya onları herhangi bir nesne yerleştirmeyin. • Mikseri ana şebekeye bağlamadan önce, çırpıcıları, yoğurma kancalarını veya çubuklu blender parçasını mikserin ucuna takın. • Çırpıcı, yoğurma kancaları veya çubuklu blender parçasını mikserden çıkarmadan önce cihazı kapatın ve fişini çekin. • Cihazı açmadan önce, çırpıcıları, yoğurma kancalarını veya çubuklu blender çubuğunu malzemenin içine doğru indirin. • Cihazı gözetimsiz bırakacaksanız ve herhangi bir parçayı takmadan, çıkarmadan ve temizlemeden önce, cihazı kapatın ve fişini prizden çekin. Dikkat • Başka üreticilere ait olan veya Philips tarafından özellikle tavsiye edilmeyen aksesuar ve parçaları kesinlikle kullanmayın. Bu tür aksesuar veya parça kullanırsanız garantiniz geçersiz olur. • Bu cihaz sadece evde kullanım için tasarlanmıştır. • Kullanım kılavuzunda belirtilen miktarları ve işlem sürelerini aşmayın. • Birden fazla malzemeyi ara vermeden arka arkaya işlemeyin. İşleme devam etmek için cihazın oda sıcaklığına dönmesini bekleyin. Gürültü • Gürültü seviyesi = 85 dB [A] Elektromanyetik alanlar (EMF) Bu Philips cihazı elektromanyetik alanlar (EMF) hakkındaki tüm standartlara uygundur. Doğru ve bu kullanım kılavuzundaki talimatlara uygun şekilde kullanılması durumunda cihaz, bugün mevcut olan bilimsel kanıtlara göre güvenli bir cihazdır. Geri dönüşüm Ürününüz, geri dönüşüme tabi tutulabilen ve yeniden kullanılabilen, yüksek kaliteli malzeme ve parçalardan tasarlanmış ve üretilmiştir. Üzerinde çarpı işareti bulunan tekerlekli çöp kutusu işaretli etiket bulunması, söz konusu ürünün 2002/96/EC sayılı Avrupa Yönergesi kapsamında olduğu anlamına gelir. Bu ürünü kesinlikle diğer evsel atıklarla birlikte atmayın. Lütfen, elektrikli ve elektronik ürünlerin ayrı toplanması ile ilgili yerel kurallar hakkında bilgi edinin. Eskimiş ürünlerin atık işlemlerinin doğru biçimde gerçekleştirilmesi, çevre ve insan sağlığı üzerinde olumsuz etkilerin önlenmesine yardımcı olur. 2 Giriş Ürününüzü tercih ettiğiniz için tebrikler! Philips dünyasına hoş geldiniz! Philips'in sunduğu destekten tam olarak yararlanmak için, ürününüzü www.philips.com/welcome adresinde kaydettirin. Mikser ister elde kullanılsın, ister standda, içerisinde FlexMix'in innovatif çırpıcıları ve yoğurma kancaları kasenin her tarafına erişir ve daha homojen ve iyi karıştırılmış sonuçlar elde etmenizi sağlar. [485,30,692,1027]
numbered-part: ⑬ Nätsladd [260,779,467,788]
number-circle: ⑤ [260,664,269,673]
bullet: • Çırpıcıyı veya yoğurma kancasını yerleştirmeden önce çubuklu blender kapağının kapalı olduğundan emin olun. [715,557,912,568]
numbered-part: ⑱ Doğrayıcı kasesi (sadece HR1578 ve HR1579) [710,335,917,344]
language-tab: Türkçe [485,519,692,529]
number-circle: ⑦ [35,30,44,39]
subsection-heading: Mixerstav [485,40,692,52]
tip-box: ✱ Dica • Se os ingredientes colarem às paredes da taça da picadora, solte-os com uma espátula. • Não prepare mais de 1 porção sem interrupção. Deixe o aparelho arrefecer até à temperatura ambiente antes de continuar o processamento. • Assegure-se de que o selector de velocidade está regulado para O. • Insira a picadora na entrada. • Mantenha TURBO premido para ligar a picadora. O selector de velocidade está bloqueado em O (posição desligado) e não funciona. • Feche a entrada da varinha depois da utilização. [35,653,242,720]
number-circle: ⑫ [710,248,719,257]
section-heading: 3 Förpackningens innehåll [260,550,396,563]
parts-list [35,30,242,255]
numbered-part: ⑲ Copo para varinha [35,203,242,212]
caution-box: ! Atenção • Antes de limpar o aparelho ou de retirar os acessórios, desligue a ficha. [35,761,242,786]
number-circle: ⑮ [260,808,269,817]
tip-icon: ✱ [714,632,723,641]
bullet: • Özellikle cihaz prize takılıyken bıçaklara dokunmayın. Bıçaklar çok keskindir! [485,650,692,656]
caution-box: ! Var försiktig • Dra ur kontakten innan du rengör apparaten eller tar loss tillbehören. [485,301,692,326]
number-circle: ⑮ [710,292,719,301]
tip-box: ✱ Tips • Se till att luckan för mixerstaven är stängd innan du sätter i en visp eller degkrok. • Tryck slickepotten mot insidan av skålen för att få bort ingredienser som fastnat så att allt blir väl blandat (endast HR1590, HR1591, HR1592, HR1593 och HR1594). • Du kan använda mixern med eller utan stativ (endast HR1590, HR1591, HR1592, HR1593 och HR1594). [260,1071,467,1120]
number-circle: ⑰ [710,320,719,329]
section-heading: 8 Garanti och service [485,470,598,483]
numbered-part: ⑦ Suporte da batedeira (apenas HR1590, HR1591, HR1592, HR1593 e HR1594) [35,30,242,39]
number-circle: ① [260,569,269,578]
number-circle: ⑫ [260,765,269,774]
bullet: • Bearbeta inte mer än en sats utan avbrott. Låt apparaten svalna till rumstemperatur innan du fortsätter att bearbeta en ny sats. [260,264,467,275]
bullet: • Kullanımdan sonra çubuklu blender kapağını kapatın. [715,668,912,674]
numbered-part: ⑭ Yoğurucular [710,277,917,286]
subsection-heading: Çubuklu blender [710,614,917,626]
numbered-part: ⑳ Espátula (apenas HR1590, HR1591, HR1592, HR1593 e HR1594) [35,217,242,226]
numbered-part: ⑰ Doğrayıcı bıçağı (sadece HR1578 ve HR1579) [710,320,917,329]
number-circle: ⑫ [35,102,44,111]
bullet: • Små barn ska övervakas så att de inte kan leka med apparaten. [260,156,467,162]
number-circle: ⑬ [710,263,719,272]
section-heading: 5 Limpeza [35,742,97,755]
language-tab: Svenska [260,36,467,46]
number-circle: ⑩ [35,73,44,82]
numbered-part: ⑧ Frigöringsknapp för hållare [260,707,467,716]
paragraph: Quando a função FlexMix está activada, as varas de bater ou pás de amassar movimentam-se para cima e para baixo quando tocam na taça, permitindo-lhe obter resultados homogéneos. [35,396,239,408]
section-heading: 6 Saklama [710,924,773,937]
note-icon: ≡ [714,709,723,718]
numbered-part: ⑥ Skål i rostfritt stål (endast HR1590, HR1591, HR1592, HR1593 och HR1594) [260,678,467,687]
number-circle: ⑧ [260,707,269,716]
bullet: • Hız seçme düğmesinin O konumuna ayarlandığından emin olun. [715,794,912,800]
subsection-heading: Före den första användningen [260,951,467,963]
caution-box: ! Dikkat • Cihazı temizlemeden veya aksesuarlarını çıkarmadan önce, fişini elektrik prizinden çekin. [710,861,917,886]
step: 1 Limpe a batedeira, o suporte e o apoio com um pano húmido. [35,314,170,320]
sub-bullet: - Håll nere för att öka hastigheten [260,583,333,589]
number-circle: ⑰ [35,174,44,183]
sub-bullet: - FlexMix kapalı [710,135,747,141]
number-circle: ④ [710,121,719,130]
number-circle: ⑳ [35,217,44,226]
bullet: • Çırpıcı, yoğurma kancaları veya çubuklu blender parçasını mikserden çıkarmadan önce cihazı kapatın ve fişini çekin. [485,686,692,697]
section-heading: 4 Utilizar o aparelho [35,266,142,279]
numbered-part: ⑯ Doğrayıcı kapağı (sadece HR1578 ve HR1579) [710,306,917,315]
sub-bullet: - OFF (kapalı) konumda [710,87,763,93]
